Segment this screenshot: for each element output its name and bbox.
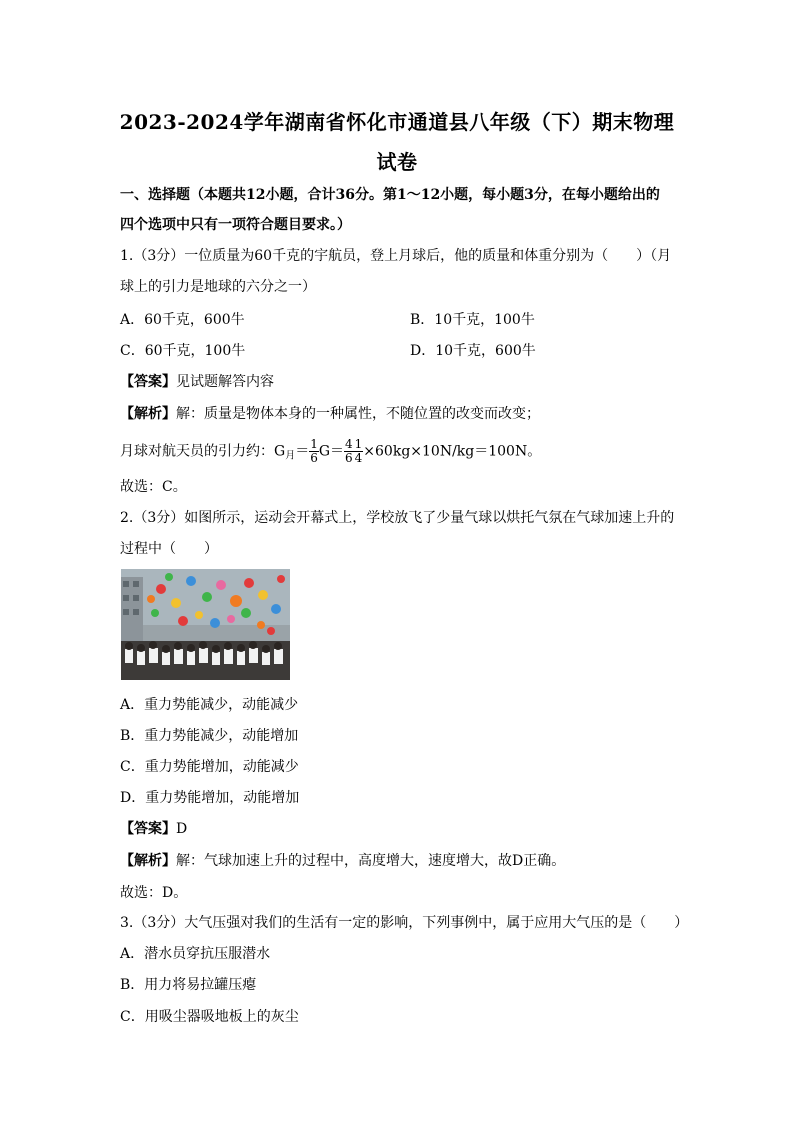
q2-stem-line2: 过程中（ ） (120, 541, 218, 557)
doc-title-line1: 2023-2024学年湖南省怀化市通道县八年级（下）期末物理 (119, 110, 675, 134)
q1-option-a: A．60千克，600牛 (120, 312, 245, 328)
q2-option-c: C．重力势能增加，动能减少 (120, 759, 299, 775)
q2-stem-line1: 2.（3分）如图所示，运动会开幕式上，学校放飞了少量气球以烘托气氛在气球加速上升的 (120, 510, 675, 526)
balloon-photo (121, 569, 290, 680)
q2-analysis (120, 851, 565, 871)
q1-answer-text: 见试题解答内容 (176, 374, 274, 390)
formula-suffix: ×60kg×10N/kg＝100N。 (363, 443, 542, 460)
q1-analysis-text: 解：质量是物体本身的一种属性，不随位置的改变而改变； (176, 406, 540, 422)
formula-prefix: 月球对航天员的引力约：G (120, 443, 286, 460)
section-header-line1: 一、选择题（本题共12小题，合计36分。第1～12小题，每小题3分，在每小题给出的 (120, 187, 660, 203)
q3-option-c: C．用吸尘器吸地板上的灰尘 (120, 1009, 299, 1025)
q1-stem-line1: 1.（3分）一位质量为60千克的宇航员，登上月球后，他的质量和体重分别为（ ）（月 (120, 248, 672, 264)
q1-analysis-tag: 【解析】 (120, 406, 176, 422)
fraction-2: $\frac{4}{6}$ (345, 437, 353, 465)
q3-option-a: A．潜水员穿抗压服潜水 (120, 946, 271, 962)
q2-answer-text: D (176, 821, 188, 837)
q2-conclusion: 故选：D。 (120, 885, 188, 901)
q1-analysis (120, 404, 540, 424)
fraction-3: $\frac{1}{4}$ (354, 437, 363, 465)
doc-title-line2: 试卷 (376, 150, 418, 174)
formula-equals: ＝ (295, 443, 310, 460)
fraction-1: $\frac{1}{6}$ (310, 437, 318, 465)
q2-analysis-tag: 【解析】 (120, 853, 176, 869)
q2-option-d: D．重力势能增加，动能增加 (120, 790, 300, 806)
q1-option-d: D．10千克，600牛 (410, 343, 536, 359)
q2-option-a: A．重力势能减少，动能减少 (120, 697, 299, 713)
q2-option-b: B．重力势能减少，动能增加 (120, 728, 299, 744)
q1-option-c: C．60千克，100牛 (120, 343, 246, 359)
q1-stem-line2: 球上的引力是地球的六分之一） (120, 279, 316, 295)
q3-stem-line1: 3.（3分）大气压强对我们的生活有一定的影响，下列事例中，属于应用大气压的是（ ） (120, 915, 689, 931)
q1-option-b: B．10千克，100牛 (410, 312, 535, 328)
q2-answer-tag: 【答案】 (120, 821, 176, 837)
q3-option-b: B．用力将易拉罐压瘪 (120, 977, 257, 993)
q1-answer (120, 372, 274, 392)
q2-answer (120, 819, 187, 839)
q2-analysis-text: 解：气球加速上升的过程中，高度增大，速度增大，故D正确。 (176, 853, 566, 869)
section-header-line2: 四个选项中只有一项符合题目要求。） (120, 217, 351, 233)
q1-answer-tag: 【答案】 (120, 374, 176, 390)
formula-subscript: 月 (285, 450, 296, 462)
q1-formula (120, 438, 541, 467)
q1-conclusion: 故选：C。 (120, 479, 187, 495)
formula-mid: G＝ (318, 443, 345, 460)
